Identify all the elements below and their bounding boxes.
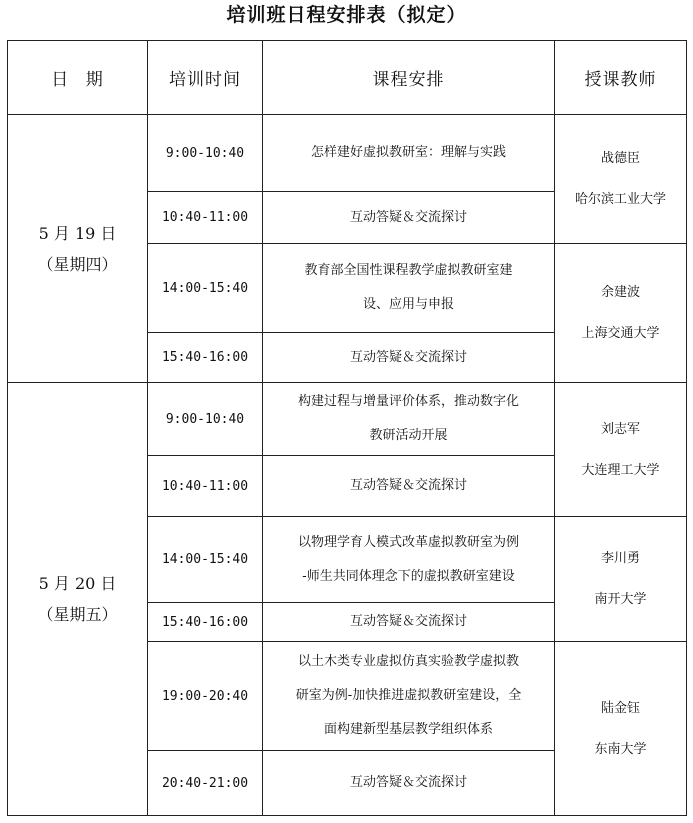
course-line: 设、应用与申报 bbox=[362, 297, 454, 312]
course-cell bbox=[263, 383, 555, 456]
date-text: 5 月 19 日 bbox=[38, 223, 117, 243]
teacher-cell bbox=[555, 383, 687, 517]
time-cell: 9:00-10:40 bbox=[148, 383, 263, 456]
table-row bbox=[8, 383, 687, 456]
course-line: 面构建新型基层教学组织体系 bbox=[323, 722, 493, 737]
teacher-name: 刘志军 bbox=[600, 421, 640, 437]
time-cell: 19:00-20:40 bbox=[148, 642, 263, 751]
schedule-table bbox=[7, 40, 687, 816]
teacher-name: 李川勇 bbox=[600, 551, 640, 566]
teacher-name: 余建波 bbox=[600, 285, 640, 300]
course-cell bbox=[263, 244, 555, 333]
course-line: 怎样建好虚拟教研室：理解与实践 bbox=[310, 145, 506, 160]
course-cell bbox=[263, 456, 555, 517]
teacher-org: 南开大学 bbox=[594, 592, 647, 607]
course-line: -师生共同体理念下的虚拟教研室建设 bbox=[302, 568, 515, 584]
weekday-text: （星期四） bbox=[37, 254, 118, 274]
weekday-text: （星期五） bbox=[37, 605, 118, 624]
time-cell: 15:40-16:00 bbox=[148, 333, 263, 383]
schedule-body bbox=[8, 115, 687, 816]
time-cell: 14:00-15:40 bbox=[148, 517, 263, 603]
header-date: 日 期 bbox=[8, 41, 148, 115]
teacher-cell bbox=[555, 642, 687, 816]
course-cell bbox=[263, 333, 555, 383]
course-line: 互动答疑＆交流探讨 bbox=[349, 614, 467, 629]
course-line: 研室为例-加快推进虚拟教研室建设，全 bbox=[295, 688, 522, 703]
date-cell bbox=[8, 115, 148, 383]
header-teacher: 授课教师 bbox=[555, 41, 687, 115]
time-cell: 10:40-11:00 bbox=[148, 192, 263, 244]
course-cell bbox=[263, 642, 555, 751]
teacher-org: 哈尔滨工业大学 bbox=[574, 192, 666, 207]
course-cell bbox=[263, 115, 555, 192]
header-time: 培训时间 bbox=[148, 41, 263, 115]
course-cell bbox=[263, 192, 555, 244]
time-cell: 15:40-16:00 bbox=[148, 603, 263, 642]
table-row bbox=[8, 115, 687, 192]
teacher-name: 战德臣 bbox=[600, 151, 640, 166]
header-course: 课程安排 bbox=[263, 41, 555, 115]
teacher-cell bbox=[555, 517, 687, 642]
course-line: 教育部全国性课程教学虚拟教研室建 bbox=[304, 263, 513, 278]
time-cell: 10:40-11:00 bbox=[148, 456, 263, 517]
course-line: 互动答疑＆交流探讨 bbox=[349, 209, 467, 225]
course-cell bbox=[263, 517, 555, 603]
course-line: 教研活动开展 bbox=[369, 428, 448, 443]
teacher-org: 东南大学 bbox=[594, 741, 647, 757]
course-line: 以物理学育人模式改革虚拟教研室为例 bbox=[297, 534, 519, 550]
teacher-org: 上海交通大学 bbox=[581, 326, 660, 341]
teacher-org: 大连理工大学 bbox=[581, 462, 660, 478]
course-line: 以土木类专业虚拟仿真实验教学虚拟教 bbox=[297, 654, 519, 669]
teacher-name: 陆金钰 bbox=[600, 700, 640, 716]
date-cell bbox=[8, 383, 148, 816]
teacher-cell bbox=[555, 115, 687, 244]
time-cell: 9:00-10:40 bbox=[148, 115, 263, 192]
date-text: 5 月 20 日 bbox=[38, 574, 117, 593]
course-line: 互动答疑＆交流探讨 bbox=[349, 349, 467, 365]
course-cell bbox=[263, 603, 555, 642]
course-line: 互动答疑＆交流探讨 bbox=[349, 775, 467, 790]
header-row bbox=[8, 41, 687, 115]
time-cell: 20:40-21:00 bbox=[148, 751, 263, 816]
teacher-cell bbox=[555, 244, 687, 383]
page-title: 培训班日程安排表（拟定） bbox=[226, 4, 467, 26]
course-line: 构建过程与增量评价体系，推动数字化 bbox=[297, 394, 519, 409]
course-line: 互动答疑＆交流探讨 bbox=[349, 478, 467, 493]
time-cell: 14:00-15:40 bbox=[148, 244, 263, 333]
course-cell bbox=[263, 751, 555, 816]
